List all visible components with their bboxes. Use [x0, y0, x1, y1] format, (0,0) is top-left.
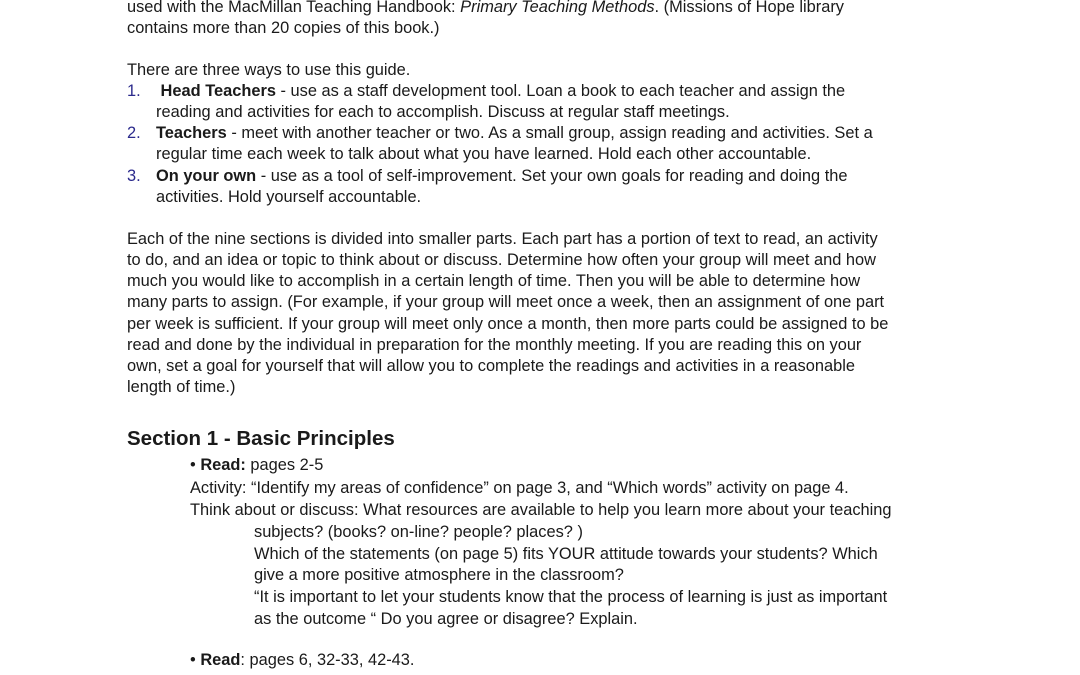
think-line: Think about or discuss: What resources are available to help you learn more about your teaching: [190, 501, 892, 519]
list-number: 2.: [127, 124, 141, 142]
paragraph-line: many parts to assign. (For example, if your group will meet once a week, then an assignment of one part: [127, 293, 885, 311]
paragraph-line: length of time.): [127, 378, 236, 396]
think-subline: as the outcome “ Do you agree or disagree? Explain.: [254, 610, 638, 628]
list-number: 3.: [127, 167, 141, 185]
way-item-2: [127, 123, 873, 144]
way-item-3-cont: activities. Hold yourself accountable.: [156, 188, 422, 206]
way-text: - use as a tool of self-improvement. Set your own goals for reading and doing the: [256, 167, 848, 185]
think-subline: subjects? (books? on-line? people? places? ): [254, 523, 583, 541]
paragraph-line: per week is sufficient. If your group will meet only once a month, then more parts could be assigned to be: [127, 315, 889, 333]
paragraph-line: much you would like to accomplish in a certain length of time. Then you will be able to determine how: [127, 272, 861, 290]
way-item-3: [127, 166, 847, 187]
way-item-2-cont: regular time each week to talk about what you have learned. Hold each other accountable.: [156, 145, 812, 163]
way-text: - meet with another teacher or two. As a small group, assign reading and activities. Set a: [226, 124, 873, 142]
ways-lead: There are three ways to use this guide.: [127, 61, 411, 79]
section-heading: Section 1 - Basic Principles: [127, 427, 395, 450]
list-number: 1.: [127, 82, 141, 100]
read-label: Read:: [200, 456, 246, 474]
paragraph-line: own, set a goal for yourself that will allow you to complete the readings and activities in a reasonable: [127, 357, 855, 375]
think-subline: give a more positive atmosphere in the classroom?: [254, 566, 624, 584]
paragraph-line: to do, and an idea or topic to think about or discuss. Determine how often your group will meet and how: [127, 251, 876, 269]
paragraph-line: Each of the nine sections is divided into smaller parts. Each part has a portion of text to read, an activity: [127, 230, 878, 248]
bullet: •: [190, 456, 196, 474]
way-item-1-cont: reading and activities for each to accomplish. Discuss at regular staff meetings.: [156, 103, 730, 121]
way-title: Head Teachers: [156, 82, 276, 100]
read-label: Read: [200, 651, 241, 669]
way-text: - use as a staff development tool. Loan a book to each teacher and assign the: [275, 82, 846, 100]
think-subline: “It is important to let your students know that the process of learning is just as important: [254, 588, 888, 606]
read-pages: pages 2-5: [245, 456, 324, 474]
way-title: Teachers: [156, 124, 227, 142]
way-item-1: [127, 81, 845, 102]
read-pages: : pages 6, 32-33, 42-43.: [240, 651, 415, 669]
read-item-2: [190, 650, 414, 671]
intro-suffix: . (Missions of Hope library: [654, 0, 844, 16]
activity-line: Activity: “Identify my areas of confidence” on page 3, and “Which words” activity on page 4.: [190, 479, 849, 497]
paragraph-line: read and done by the individual in preparation for the monthly meeting. If you are reading this on your: [127, 336, 862, 354]
read-item-1: [190, 455, 323, 476]
intro-prefix: used with the MacMillan Teaching Handbook:: [127, 0, 461, 16]
book-title: Primary Teaching Methods: [460, 0, 655, 16]
way-title: On your own: [156, 167, 257, 185]
bullet: •: [190, 651, 196, 669]
intro-line-1: [127, 0, 844, 18]
think-subline: Which of the statements (on page 5) fits YOUR attitude towards your students? Which: [254, 545, 878, 563]
intro-line-2: contains more than 20 copies of this book.): [127, 19, 440, 37]
